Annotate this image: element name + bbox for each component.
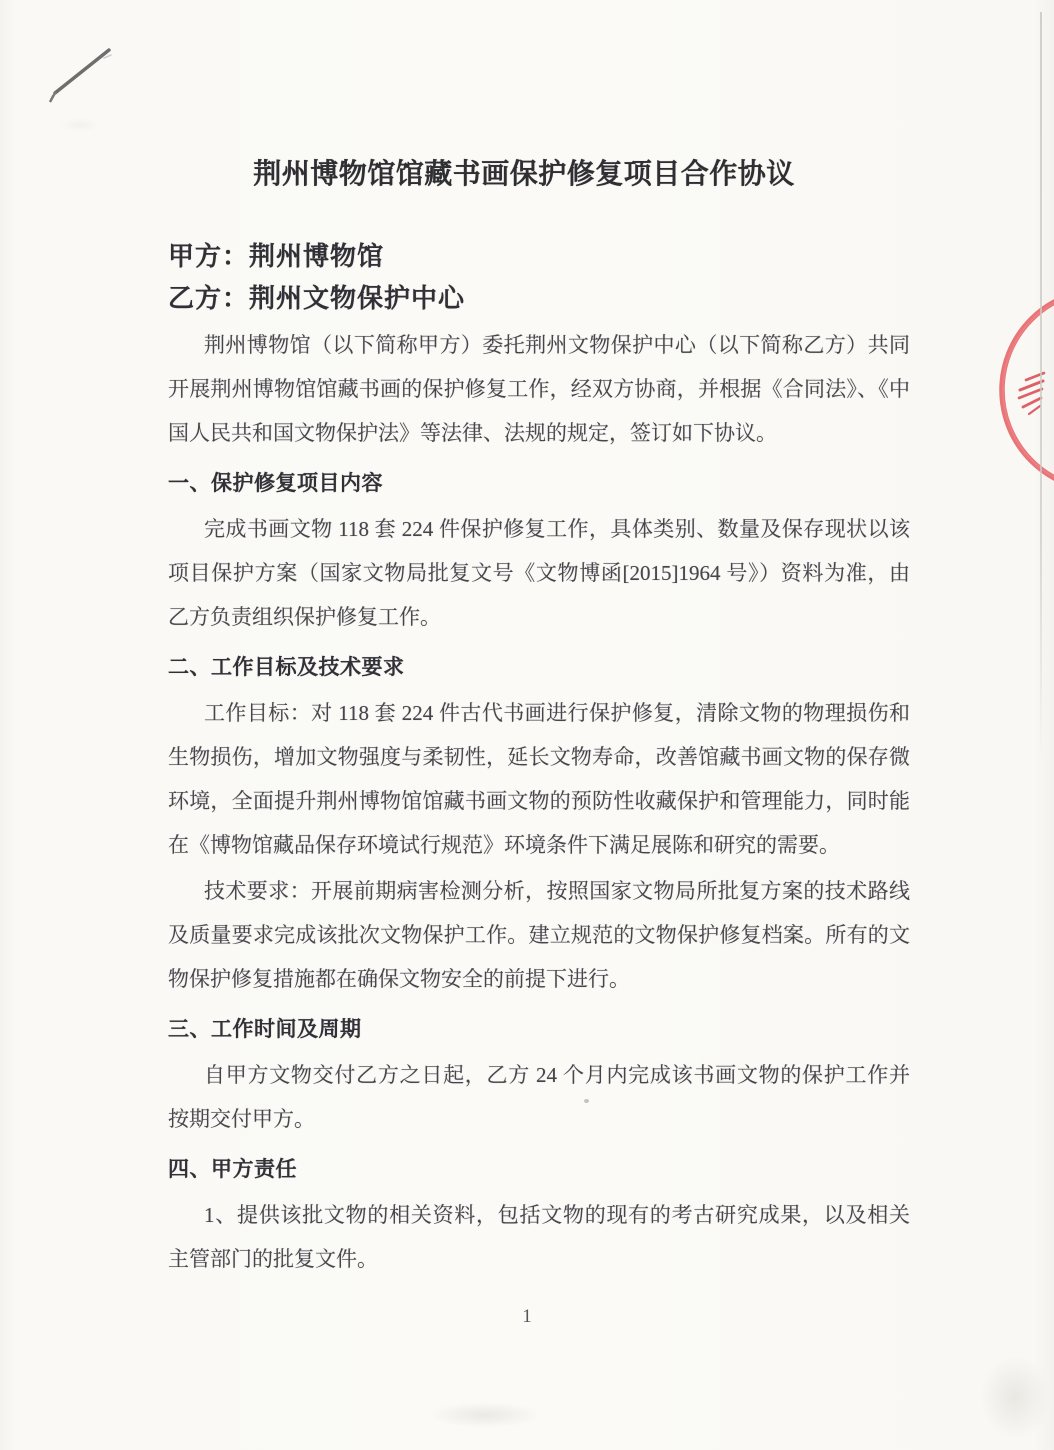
text-line: 乙方负责组织保护修复工作。 [168, 605, 441, 629]
text-line: 生物损伤，增加文物强度与柔韧性，延长文物寿命，改善馆藏书画文物的保存微 [168, 745, 910, 769]
body-paragraph [168, 1053, 910, 1141]
section-heading: 二、工作目标及技术要求 [168, 655, 405, 679]
text-line: 按期交付甲方。 [168, 1107, 315, 1131]
text-line: 技术要求：开展前期病害检测分析，按照国家文物局所批复方案的技术路线 [204, 879, 910, 903]
body-paragraph [168, 691, 910, 867]
intro-paragraph [168, 323, 910, 455]
text-line: 在《博物馆藏品保存环境试行规范》环境条件下满足展陈和研究的需要。 [168, 833, 840, 857]
pen-mark-icon [40, 40, 124, 112]
scan-speck [584, 1099, 589, 1103]
text-line: 国人民共和国文物保护法》等法律、法规的规定，签订如下协议。 [168, 421, 777, 445]
page-edge-line [1040, 12, 1042, 760]
scan-smudge [980, 1355, 1050, 1440]
text-line: 物保护修复措施都在确保文物安全的前提下进行。 [168, 967, 630, 991]
red-seal-stamp-icon [996, 296, 1054, 486]
text-line: 工作目标：对 118 套 224 件古代书画进行保护修复，清除文物的物理损伤和 [204, 701, 910, 725]
section-heading: 三、工作时间及周期 [168, 1017, 362, 1041]
section-heading: 四、甲方责任 [168, 1157, 297, 1181]
body-paragraph [168, 869, 910, 1001]
parties-block [168, 236, 910, 320]
party-a-line: 甲方：荆州博物馆 [168, 242, 385, 271]
text-line: 完成书画文物 118 套 224 件保护修复工作，具体类别、数量及保存现状以该 [204, 517, 910, 541]
text-line: 及质量要求完成该批次文物保护工作。建立规范的文物保护修复档案。所有的文 [168, 923, 910, 947]
text-line: 自甲方文物交付乙方之日起，乙方 24 个月内完成该书画文物的保护工作并 [204, 1063, 910, 1087]
scan-smudge [60, 118, 100, 132]
text-line: 主管部门的批复文件。 [168, 1247, 378, 1271]
section-heading: 一、保护修复项目内容 [168, 471, 383, 495]
text-line: 项目保护方案（国家文物局批复文号《文物博函[2015]1964 号》）资料为准，由 [168, 561, 910, 585]
scan-smudge [430, 1402, 540, 1428]
page-number: 1 [522, 1306, 532, 1327]
document-body [168, 0, 910, 1281]
document-title: 荆州博物馆馆藏书画保护修复项目合作协议 [253, 159, 795, 190]
body-paragraph [168, 507, 910, 639]
text-line: 环境，全面提升荆州博物馆馆藏书画文物的预防性收藏保护和管理能力，同时能 [168, 789, 910, 813]
party-b-line: 乙方：荆州文物保护中心 [168, 284, 466, 313]
text-line: 荆州博物馆（以下简称甲方）委托荆州文物保护中心（以下简称乙方）共同 [204, 333, 910, 357]
body-paragraph [168, 1193, 910, 1281]
text-line: 1、提供该批文物的相关资料，包括文物的现有的考古研究成果，以及相关 [204, 1203, 910, 1227]
text-line: 开展荆州博物馆馆藏书画的保护修复工作，经双方协商，并根据《合同法》、《中 [168, 377, 910, 401]
